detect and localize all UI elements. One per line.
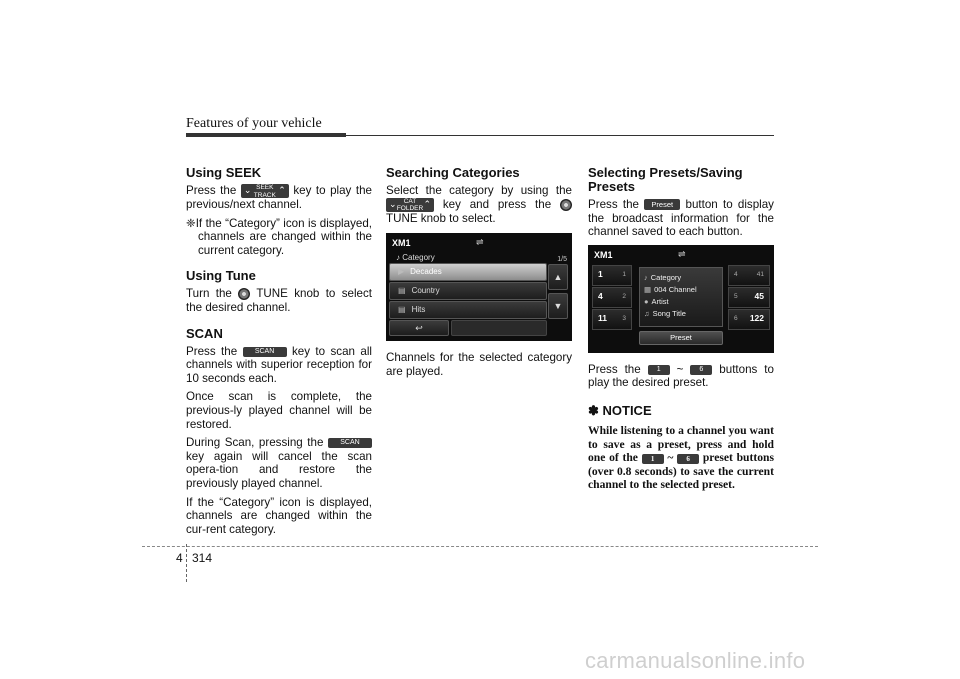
category-item[interactable]: ▶ Decades (389, 263, 547, 281)
category-icon: ♪ (644, 272, 648, 282)
channel-icon: ▦ (644, 284, 652, 294)
categories-paragraph: Select the category by using the ⌄ CAT FOLDER ⌃ key and press the TUNE knob to select. (386, 184, 572, 225)
preset-1-key-icon: 1 (642, 454, 664, 464)
notice-title: ✽ NOTICE (588, 402, 652, 418)
presets-play-paragraph: Press the 1 ~ 6 buttons to play the desired preset. (588, 362, 774, 390)
tune-heading: Using Tune (186, 268, 256, 284)
preset-screen (588, 245, 774, 353)
seek-bullet-note: ❈If the “Category” icon is displayed, channels are changed within the current category. (186, 216, 372, 257)
column-1 (186, 166, 372, 541)
play-icon: ▶ (398, 267, 405, 277)
column-3 (588, 166, 774, 492)
usb-icon: ⇌ (678, 248, 686, 259)
presets-paragraph: Press the Preset button to display the broadcast information for the channel saved to each button. (588, 198, 774, 239)
notice-text: While listening to a channel you want to save as a preset, press and hold one of the 1 ~ 6 preset buttons (over 0.8 seconds) to save the current channel to the selected preset. (588, 423, 774, 492)
seek-heading: Using SEEK (186, 165, 262, 180)
usb-icon: ⇌ (476, 237, 484, 248)
folder-icon: ▤ (398, 305, 406, 315)
seek-track-key-icon: ⌄ SEEK TRACK ⌃ (241, 184, 289, 198)
categories-result: Channels for the selected category are played. (386, 351, 572, 378)
chevron-up-icon: ⌃ (423, 198, 431, 209)
column-2 (386, 166, 572, 383)
categories-heading: Searching Categories (386, 165, 520, 180)
preset-6-key-icon: 6 (690, 365, 712, 375)
preset-button[interactable]: 6 122 (728, 309, 770, 330)
screen-title: XM1 (392, 238, 411, 249)
preset-screen-button[interactable]: Preset (639, 331, 723, 345)
footer-rule (142, 546, 818, 547)
screen-title: XM1 (594, 249, 613, 260)
scan-heading: SCAN (186, 325, 223, 341)
channel-info-panel: ♪ Category ▦ 004 Channel ● Artist ♫ Song Title (639, 267, 723, 327)
preset-key-icon: Preset (644, 199, 680, 210)
page-number: 314 (192, 551, 213, 565)
seek-paragraph: Press the ⌄ SEEK TRACK ⌃ key to play the previous/next channel. (186, 184, 372, 211)
presets-heading: Selecting Presets/Saving Presets (588, 165, 743, 194)
footer-divider (186, 544, 187, 582)
chevron-down-icon: ⌄ (243, 185, 252, 195)
scan-paragraph-4: If the “Category” icon is displayed, channels are changed within the cur-rent category. (186, 495, 372, 536)
preset-button[interactable]: 1 1 (592, 265, 632, 286)
chapter-number: 4 (176, 551, 183, 565)
preset-button[interactable]: 5 45 (728, 287, 770, 308)
category-icon: ♪ (396, 253, 400, 263)
scroll-down-button[interactable]: ▼ (548, 293, 568, 319)
folder-icon: ▤ (398, 286, 406, 296)
scroll-up-button[interactable]: ▲ (548, 264, 568, 290)
back-button[interactable]: ↩ (389, 320, 449, 336)
cat-folder-key-icon: ⌄ CAT FOLDER ⌃ (386, 198, 434, 212)
category-label: ♪ Category (396, 253, 435, 263)
tune-knob-icon (560, 199, 572, 211)
preset-button[interactable]: 4 41 (728, 265, 770, 286)
watermark: carmanualsonline.info (585, 648, 806, 673)
category-screen (386, 233, 572, 341)
header-rule (346, 135, 774, 136)
page-indicator: 1/5 (557, 256, 567, 264)
scan-key-icon: SCAN (328, 438, 372, 448)
chevron-down-icon: ⌄ (389, 198, 397, 209)
preset-1-key-icon: 1 (648, 365, 670, 375)
scan-key-icon: SCAN (243, 347, 287, 357)
artist-icon: ● (644, 296, 649, 306)
preset-button[interactable]: 4 2 (592, 287, 632, 308)
scan-paragraph-2: Once scan is complete, the previous-ly played channel will be restored. (186, 390, 372, 431)
page-header-title: Features of your vehicle (186, 116, 322, 131)
preset-6-key-icon: 6 (677, 454, 699, 464)
music-note-icon: ♫ (644, 308, 650, 318)
category-item[interactable]: ▤ Hits (389, 301, 547, 319)
screen-bottom-bar (451, 320, 547, 336)
tune-knob-icon (238, 288, 250, 300)
header-accent-bar (186, 133, 346, 137)
chevron-up-icon: ⌃ (278, 185, 286, 195)
category-item[interactable]: ▤ Country (389, 282, 547, 300)
preset-button[interactable]: 11 3 (592, 309, 632, 330)
tune-paragraph: Turn the TUNE knob to select the desired channel. (186, 287, 372, 314)
scan-paragraph-1: Press the SCAN key to scan all channels with superior reception for 10 seconds each. (186, 344, 372, 385)
scan-paragraph-3: During Scan, pressing the SCAN key again will cancel the scan opera-tion and restore the previously played channel. (186, 436, 372, 490)
